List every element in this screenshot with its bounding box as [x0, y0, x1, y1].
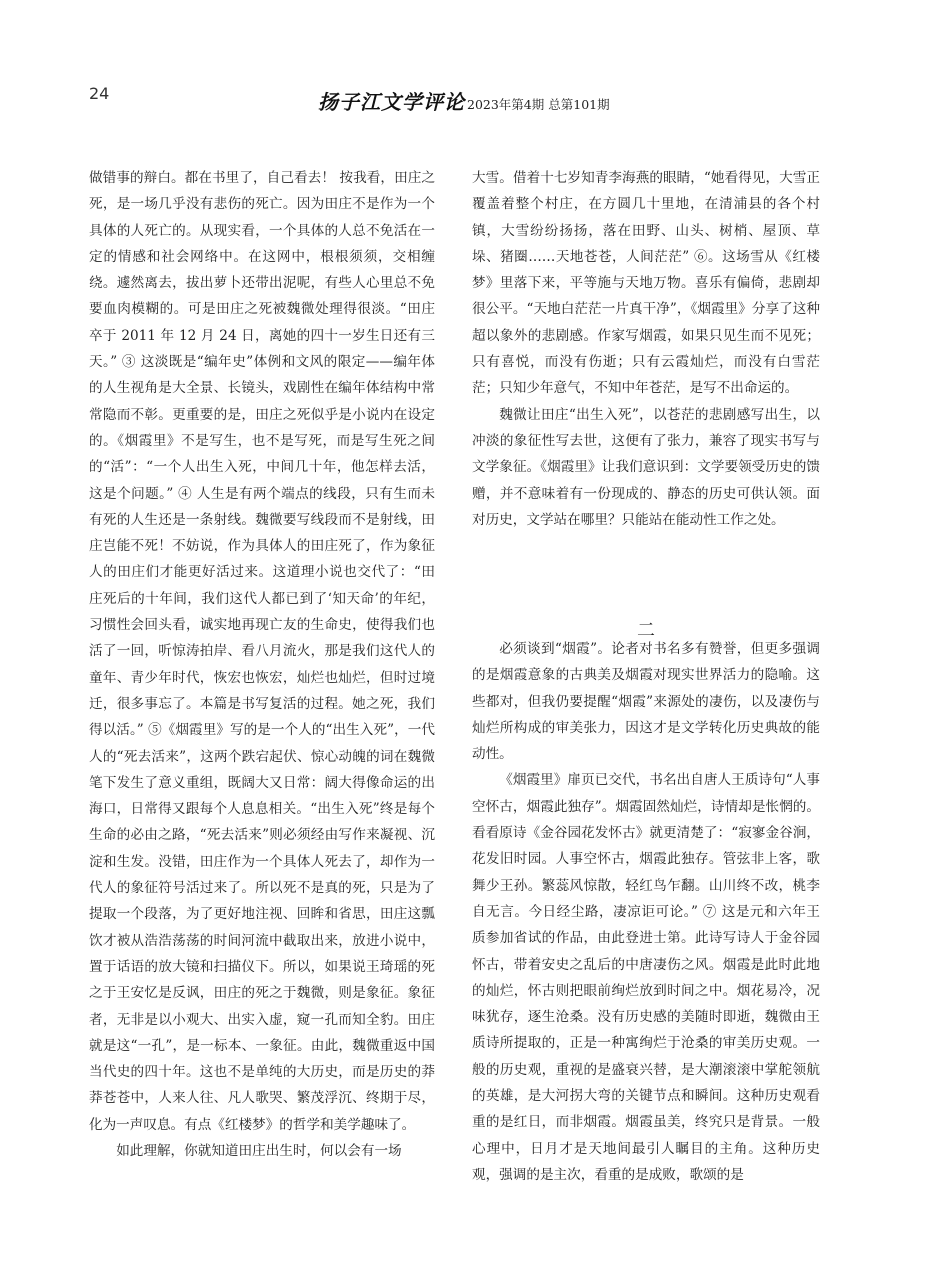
left-column [89, 165, 435, 1164]
journal-issue: 2023年第4期 总第101期 [467, 97, 610, 112]
body-paragraph: 必须谈到“烟霞”。论者对书名多有赞誉，但更多强调的是烟霞意象的古典美及烟霞对现实世界活力的隐喻。这些都对，但我仍要提醒“烟霞”来源处的凄伤，以及凄伤与灿烂所构成的审美张力，因这才是文学转化历史典故的能动性。 [472, 641, 820, 763]
body-paragraph: 《烟霞里》扉页已交代，书名出自唐人王质诗句“人事空怀古，烟霞此独存”。烟霞固然灿烂，诗情却是怅惘的。看看原诗《金谷园花发怀古》就更清楚了：“寂寥金谷涧，花发旧时园。人事空怀古，烟霞此独存。管弦非上客，歌舞少王孙。繁蕊风惊散，轻红鸟乍翻。山川终不改，桃李自无言。今日经尘路，凄凉讵可论。” ⑦ 这是元和六年王质参加省试的作品，由此登进士第。此诗写诗人于金谷园怀古，带着安史之乱后的中唐凄伤之风。烟霞是此时此地的灿烂，怀古则把眼前绚烂放到时间之中。烟花易冷，况味犹存，逐生沧桑。没有历史感的美随时即逝，魏微由王质诗所提取的，正是一种寓绚烂于沧桑的审美历史观。一般的历史观，重视的是盛衰兴替，是大潮滚滚中掌舵领航的英雄，是大河拐大弯的关键节点和瞬间。这种历史观看重的是红日，而非烟霞。烟霞虽美，终究只是背景。一般心理中，日月才是天地间最引人瞩目的主角。这种历史观，强调的是主次，看重的是成败，歌颂的是 [472, 772, 820, 1183]
body-paragraph: 做错事的辩白。都在书里了，自己看去！ 按我看，田庄之死，是一场几乎没有悲伤的死亡。因为田庄不是作为一个具体的人死亡的。从现实看，一个具体的人总不免活在一定的情感和社会网络中。在这网中，根根须须，交相缠绕。遽然离去，拔出萝卜还带出泥呢，有些人心里总不免要血肉模糊的。可是田庄之死被魏微处理得很淡。“田庄卒于 2011 年 12 月 24 日，离她的四十一岁生日还有三天。” ③ 这淡既是“编年史”体例和文风的限定——编年体的人生视角是大全景、长镜头，戏剧性在编年体结构中常常隐而不彰。更重要的是，田庄之死似乎是小说内在设定的。《烟霞里》不是写生，也不是写死，而是写生死之间的“活”：“一个人出生入死，中间几十年，他怎样去活，这是个问题。” ④ 人生是有两个端点的线段，只有生而未有死的人生还是一条射线。魏微要写线段而不是射线，田庄岂能不死！不妨说，作为具体人的田庄死了，作为象征人的田庄们才能更好活过来。这道理小说也交代了：“田庄死后的十年间，我们这代人都已到了‘知天命’的年纪，习惯性会回头看，诚实地再现亡友的生命史，使得我们也活了一回，听惊涛拍岸、看八月流火，那是我们这代人的童年、青少年时代，恢宏也恢宏，灿烂也灿烂，但时过境迁，很多事忘了。本篇是书写复活的过程。她之死，我们得以活。” ⑤《烟霞里》写的是一个人的“出生入死”，一代人的“死去活来”，这两个跌宕起伏、惊心动魄的词在魏微笔下发生了意义重组，既阔大又日常：阔大得像命运的出海口，日常得又跟每个人息息相关。“出生入死”终是每个生命的必由之路，“死去活来”则必须经由写作来凝视、沉淀和生发。没错，田庄作为一个具体人死去了，却作为一代人的象征符号活过来了。所以死不是真的死，只是为了提取一个段落，为了更好地注视、回眸和省思，田庄这瓢饮才被从浩浩荡荡的时间河流中截取出来，放进小说中，置于话语的放大镜和扫描仪下。所以，如果说王琦瑶的死之于王安忆是反讽，田庄的死之于魏微，则是象征。象征者，无非是以小观大、出实入虚，窥一孔而知全豹。田庄就是这“一孔”，是一标本、一象征。由此，魏微重返中国当代史的四十年。这也不是单纯的大历史，而是历史的莽莽苍苍中，人来人往、凡人歌哭、繁茂浮沉、终期于尽，化为一声叹息。有点《红楼梦》的哲学和美学趣味了。 [89, 170, 435, 1133]
body-paragraph: 大雪。借着十七岁知青李海燕的眼睛，“她看得见，大雪正覆盖着整个村庄，在方圆几十里地，在清浦县的各个村镇，大雪纷纷扬扬，落在田野、山头、树梢、屋顶、草垛、猪圈……天地苍苍，人间茫茫” ⑥。这场雪从《红楼梦》里落下来，平等施与天地万物。喜乐有偏倚，悲剧却很公平。“天地白茫茫一片真干净”，《烟霞里》分享了这种超以象外的悲剧感。作家写烟霞，如果只见生而不见死；只有喜悦，而没有伤逝；只有云霞灿烂，而没有白雪茫茫；只知少年意气，不知中年苍茫，是写不出命运的。 [472, 170, 820, 397]
body-paragraph: 如此理解，你就知道田庄出生时，何以会有一场 [116, 1142, 402, 1159]
page-number: 24 [89, 84, 110, 103]
section-heading: 二 [637, 620, 655, 641]
body-paragraph: 魏微让田庄“出生入死”，以苍茫的悲剧感写出生，以冲淡的象征性写去世，这便有了张力，兼容了现实书写与文学象征。《烟霞里》让我们意识到：文学要领受历史的馈赠，并不意味着有一份现成的、静态的历史可供认领。面对历史，文学站在哪里？只能站在能动性工作之处。 [472, 406, 820, 528]
right-column-upper [472, 165, 820, 533]
running-header [318, 86, 610, 115]
right-column-lower [472, 636, 820, 1188]
journal-logo: 扬子江文学评论 [318, 90, 465, 114]
